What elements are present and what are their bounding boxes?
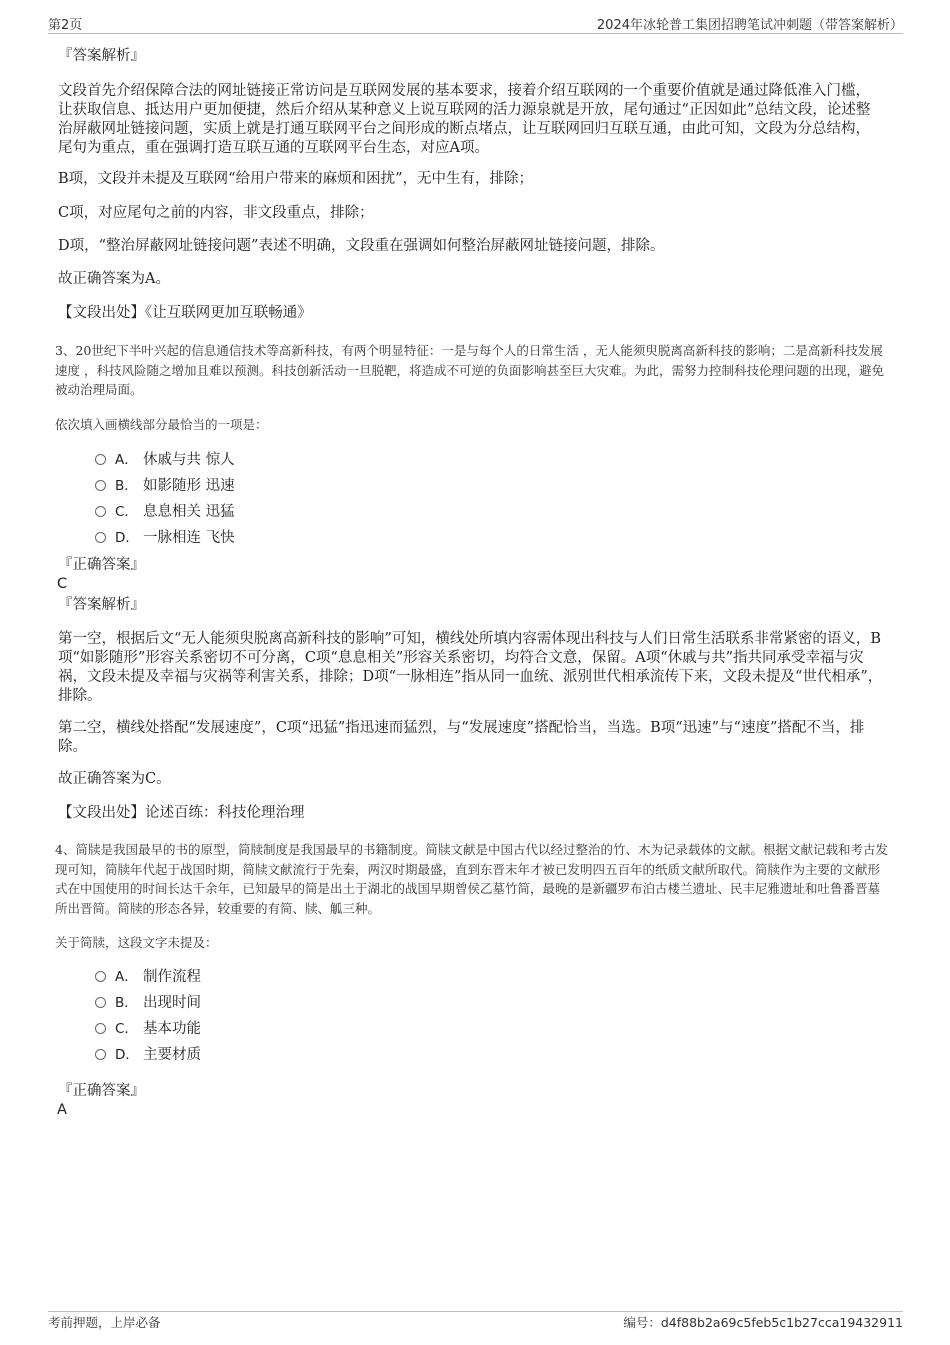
footer-slogan: 考前押题，上岸必备 [48, 1315, 161, 1330]
q2-analysis-label: 『答案解析』 [58, 48, 145, 64]
q3-analysis-paragraph-1: 第一空，根据后文“无人能须臾脱离高新科技的影响”可知，横线处所填内容需体现出科技与人们日常生活联系非常紧密的语义，B项“如影随形”形容关系密切不可分离，C项“息息相关”形容关系密切，均符合文意，保留。A项“休戚与共”指共同承受幸福与灾祸，文段未提及幸福与灾祸等利害关系，排除；D项“一脉相连”指从同一血统、派别世代相承流传下来，文段未提及“世代相承”，排除。 [58, 631, 883, 704]
q3-option-b[interactable]: B． 如影随形 迅速 [95, 477, 235, 496]
q4-option-c[interactable]: C． 基本功能 [95, 1020, 201, 1039]
q3-option-c[interactable]: C． 息息相关 迅猛 [95, 503, 235, 522]
q3-analysis-label: 『答案解析』 [58, 597, 145, 613]
serial-number: d4f88b2a69c5feb5c1b27cca19432911 [660, 1315, 903, 1330]
radio-icon[interactable] [95, 1023, 106, 1034]
footer-divider [48, 1311, 903, 1312]
q3-stem: 3、20世纪下半叶兴起的信息通信技术等高新科技，有两个明显特征：一是与每个人的日常生活 ，无人能须臾脱离高新科技的影响；二是高新科技发展速度 ，科技风险随之增加且难以预测。科技创新活动一旦脱靶，将造成不可逆的负面影响甚至巨大灾难。为此，需努力控制科技伦理问题的出现，避免被动治理局面。 [55, 343, 884, 397]
page-footer [48, 1313, 903, 1331]
q3-conclusion: 故正确答案为C。 [58, 771, 171, 787]
footer-serial: 编号：d4f88b2a69c5feb5c1b27cca19432911 [623, 1315, 903, 1330]
q4-option-d[interactable]: D． 主要材质 [95, 1046, 201, 1065]
q2-analysis-paragraph-2: B项，文段并未提及互联网“给用户带来的麻烦和困扰”，无中生有，排除； [58, 171, 533, 187]
radio-icon[interactable] [95, 1049, 106, 1060]
q3-option-d[interactable]: D． 一脉相连 飞快 [95, 529, 235, 548]
q3-source: 【文段出处】论述百练：科技伦理治理 [58, 805, 305, 821]
q4-answer-label: 『正确答案』 [58, 1083, 145, 1099]
q3-answer: C [57, 576, 68, 592]
q2-source: 【文段出处】《让互联网更加互联畅通》 [58, 305, 312, 321]
q3-analysis-paragraph-2: 第二空，横线处搭配“发展速度”，C项“迅猛”指迅速而猛烈，与“发展速度”搭配恰当，当选。B项“迅速”与“速度”搭配不当，排除。 [58, 720, 865, 755]
q3-prompt: 依次填入画横线部分最恰当的一项是： [55, 417, 268, 432]
q3-option-a[interactable]: A． 休戚与共 惊人 [95, 451, 235, 470]
q4-prompt: 关于简牍，这段文字未提及： [55, 935, 218, 950]
q3-answer-label: 『正确答案』 [58, 557, 145, 573]
radio-icon[interactable] [95, 454, 106, 465]
radio-icon[interactable] [95, 506, 106, 517]
radio-icon[interactable] [95, 971, 106, 982]
q2-analysis-paragraph-3: C项，对应尾句之前的内容，非文段重点，排除； [58, 205, 374, 221]
q4-option-b[interactable]: B． 出现时间 [95, 994, 201, 1013]
q2-conclusion: 故正确答案为A。 [58, 271, 170, 287]
header-divider [48, 33, 903, 34]
q2-analysis-paragraph-4: D项，“整治屏蔽网址链接问题”表述不明确，文段重在强调如何整治屏蔽网址链接问题，排除。 [58, 238, 665, 254]
radio-icon[interactable] [95, 480, 106, 491]
q2-analysis-paragraph-1: 文段首先介绍保障合法的网址链接正常访问是互联网发展的基本要求，接着介绍互联网的一个重要价值就是通过降低准入门槛，让获取信息、抵达用户更加便捷，然后介绍从某种意义上说互联网的活力源泉就是开放，尾句通过“正因如此”总结文段，论述整治屏蔽网址链接问题，实质上就是打通互联网平台之间形成的断点堵点，让互联网回归互联互通，由此可知，文段为分总结构，尾句为重点，重在强调打造互联互通的互联网平台生态，对应A项。 [58, 83, 871, 156]
radio-icon[interactable] [95, 997, 106, 1008]
q4-option-a[interactable]: A． 制作流程 [95, 968, 201, 987]
page-number: 第2页 [48, 18, 83, 33]
document-title: 2024年冰轮普工集团招聘笔试冲刺题（带答案解析） [596, 18, 903, 33]
radio-icon[interactable] [95, 532, 106, 543]
q4-stem: 4、简牍是我国最早的书的原型，简牍制度是我国最早的书籍制度。简牍文献是中国古代以经过整治的竹、木为记录载体的文献。根据文献记载和考古发现可知，简牍年代起于战国时期，简牍文献流行于先秦，两汉时期最盛，直到东晋末年才被已发明四五百年的纸质文献所取代。简牍作为主要的文献形式在中国使用的时间长达千余年，已知最早的简是出土于湖北的战国早期曾侯乙墓竹简，最晚的是新疆罗布泊古楼兰遗址、民丰尼雅遗址和吐鲁番晋墓所出晋简。简牍的形态各异，较重要的有简、牍、觚三种。 [55, 842, 888, 916]
q4-answer: A [57, 1102, 67, 1118]
page-header [48, 14, 903, 33]
